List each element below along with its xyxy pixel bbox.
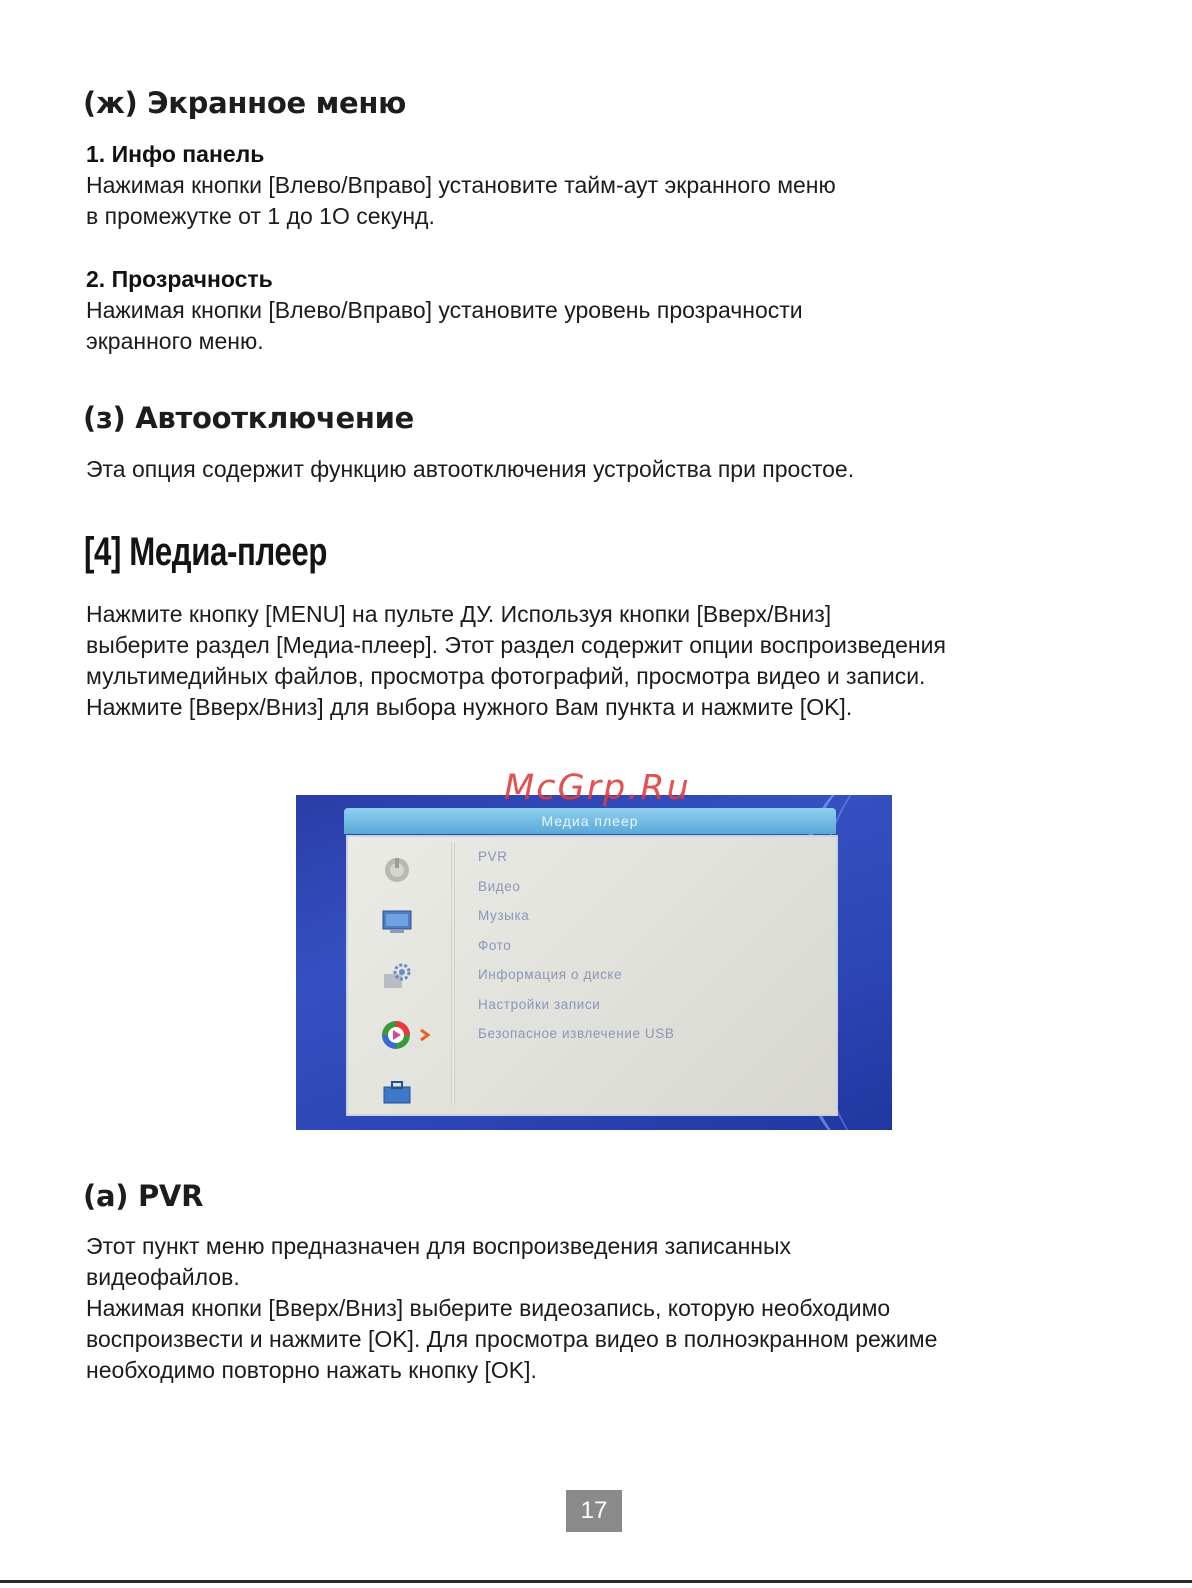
- page-number: 17: [566, 1490, 622, 1532]
- text-line: видеофайлов.: [86, 1264, 240, 1290]
- watermark: McGrp.Ru: [504, 768, 691, 808]
- menu-item-photo[interactable]: Фото: [478, 937, 512, 953]
- section-title-pvr: (a) PVR: [83, 1179, 204, 1213]
- text-line: необходимо повторно нажать кнопку [OK].: [86, 1357, 537, 1383]
- menu-item-video[interactable]: Видео: [478, 878, 521, 894]
- text-line: экранного меню.: [86, 328, 264, 354]
- menu-divider: [451, 843, 455, 1105]
- menu-panel: [346, 835, 838, 1116]
- menu-item-record-settings[interactable]: Настройки записи: [478, 996, 601, 1012]
- menu-item-safe-remove-usb[interactable]: Безопасное извлечение USB: [478, 1026, 675, 1041]
- item-heading-info-panel: 1. Инфо панель: [86, 141, 265, 167]
- paragraph-pvr: [86, 1231, 937, 1386]
- text-line: Эта опция содержит функцию автоотключения устройства при простое.: [86, 456, 855, 482]
- text-line: Нажмите [Вверх/Вниз] для выбора нужного Вам пункта и нажмите [OK].: [86, 694, 853, 720]
- satellite-icon: [380, 855, 414, 885]
- section-title-osd-menu: (ж) Экранное меню: [83, 86, 407, 120]
- menu-item-list: [478, 849, 675, 1056]
- paragraph-auto-off: [86, 454, 854, 485]
- menu-title-bar: Медиа плеер: [344, 808, 836, 834]
- menu-item-pvr[interactable]: PVR: [478, 849, 508, 864]
- paragraph-media-player: [86, 599, 946, 723]
- chevron-right-icon: [418, 1027, 432, 1043]
- text-line: Нажимая кнопки [Вверх/Вниз] выберите видеозапись, которую необходимо: [86, 1295, 891, 1321]
- menu-item-music[interactable]: Музыка: [478, 908, 530, 923]
- text-line: Нажмите кнопку [MENU] на пульте ДУ. Используя кнопки [Вверх/Вниз]: [86, 601, 832, 627]
- item-heading-transparency: 2. Прозрачность: [86, 266, 273, 292]
- text-line: в промежутке от 1 до 1О секунд.: [86, 203, 435, 229]
- settings-gear-icon: [380, 962, 414, 992]
- section-title-media-player: [4] Медиа-плеер: [84, 530, 328, 574]
- paragraph-transparency: [86, 295, 803, 357]
- text-line: Нажимая кнопки [Влево/Вправо] установите тайм-аут экранного меню: [86, 172, 836, 198]
- monitor-icon: [380, 907, 414, 937]
- text-line: воспроизвести и нажмите [OK]. Для просмотра видео в полноэкранном режиме: [86, 1326, 938, 1352]
- menu-icon-column: [368, 837, 438, 1114]
- section-title-auto-off: (з) Автоотключение: [83, 401, 415, 435]
- toolbox-icon: [380, 1077, 414, 1107]
- text-line: Нажимая кнопки [Влево/Вправо] установите уровень прозрачности: [86, 297, 803, 323]
- text-line: Этот пункт меню предназначен для воспроизведения записанных: [86, 1233, 792, 1259]
- text-line: выберите раздел [Медиа-плеер]. Этот раздел содержит опции воспроизведения: [86, 632, 946, 658]
- media-play-icon[interactable]: [380, 1019, 414, 1049]
- paragraph-info-panel: [86, 170, 836, 232]
- media-player-menu-screenshot: [296, 795, 892, 1130]
- menu-item-disk-info[interactable]: Информация о диске: [478, 967, 623, 982]
- text-line: мультимедийных файлов, просмотра фотографий, просмотра видео и записи.: [86, 663, 926, 689]
- bottom-rule: [0, 1580, 1192, 1583]
